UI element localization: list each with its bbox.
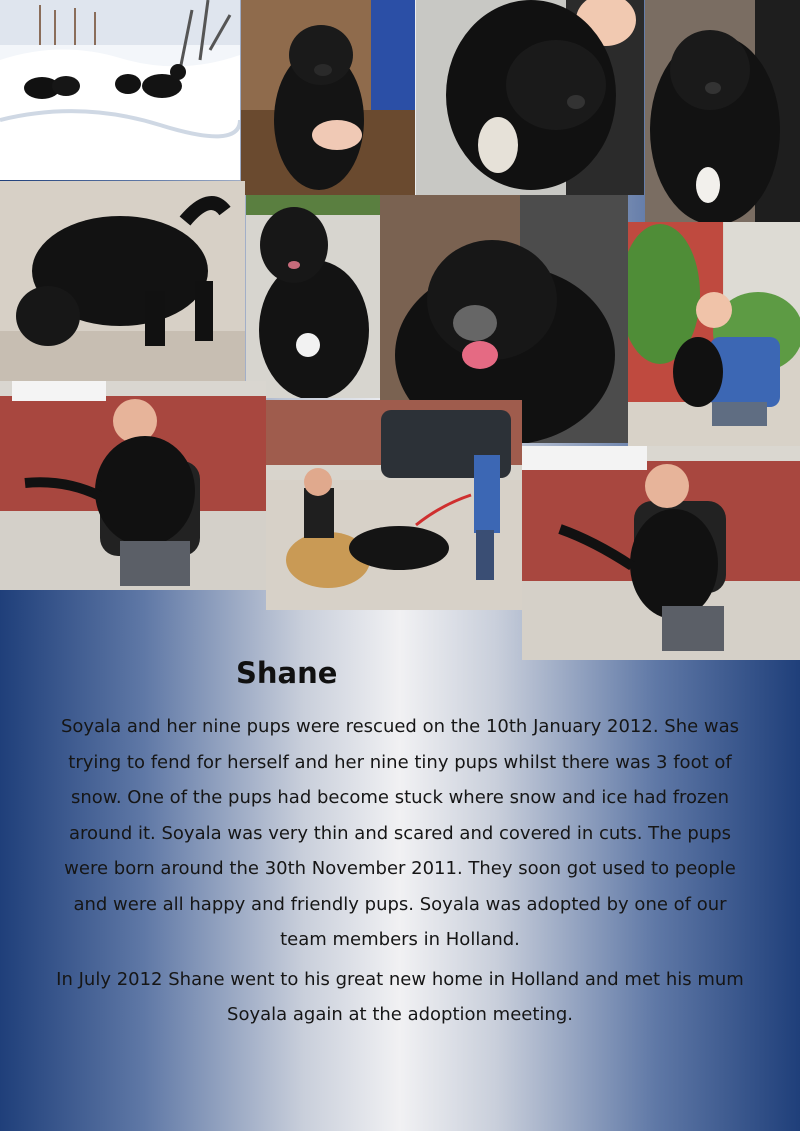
photo-two-dogs-on-leash — [266, 400, 522, 610]
photo-pup-sniffing-ground — [0, 181, 245, 381]
photo-woman-with-pup-garden — [628, 222, 800, 446]
photo-pup-front — [645, 0, 800, 222]
story-paragraph-1: Soyala and her nine pups were rescued on the 10th January 2012. She was trying to fend for herself and her nine tiny pups whilst there was 3 foot of snow. One of the pups had become stuck where snow and ice had frozen around it. Soyala was very thin and scared and covered in cuts. The pups were born around the 30th November 2011. They soon got used to people and were all happy and friendly pups. Soyala was adopted by one of our team members in Holland. — [60, 716, 740, 950]
page-title: Shane — [236, 656, 338, 690]
photo-woman-hugging-dog-right — [522, 446, 800, 660]
photo-pups-in-snow — [0, 0, 240, 180]
story-paragraph-2: In July 2012 Shane went to his great new home in Holland and met his mum Soyala again at the adoption meeting. — [56, 968, 744, 1025]
photo-pup-standing — [246, 195, 380, 398]
story-text — [48, 709, 752, 1033]
photo-pup-held-by-hands — [241, 0, 415, 195]
photo-pup-closeup — [416, 0, 644, 195]
photo-woman-hugging-dog-left — [0, 381, 266, 590]
